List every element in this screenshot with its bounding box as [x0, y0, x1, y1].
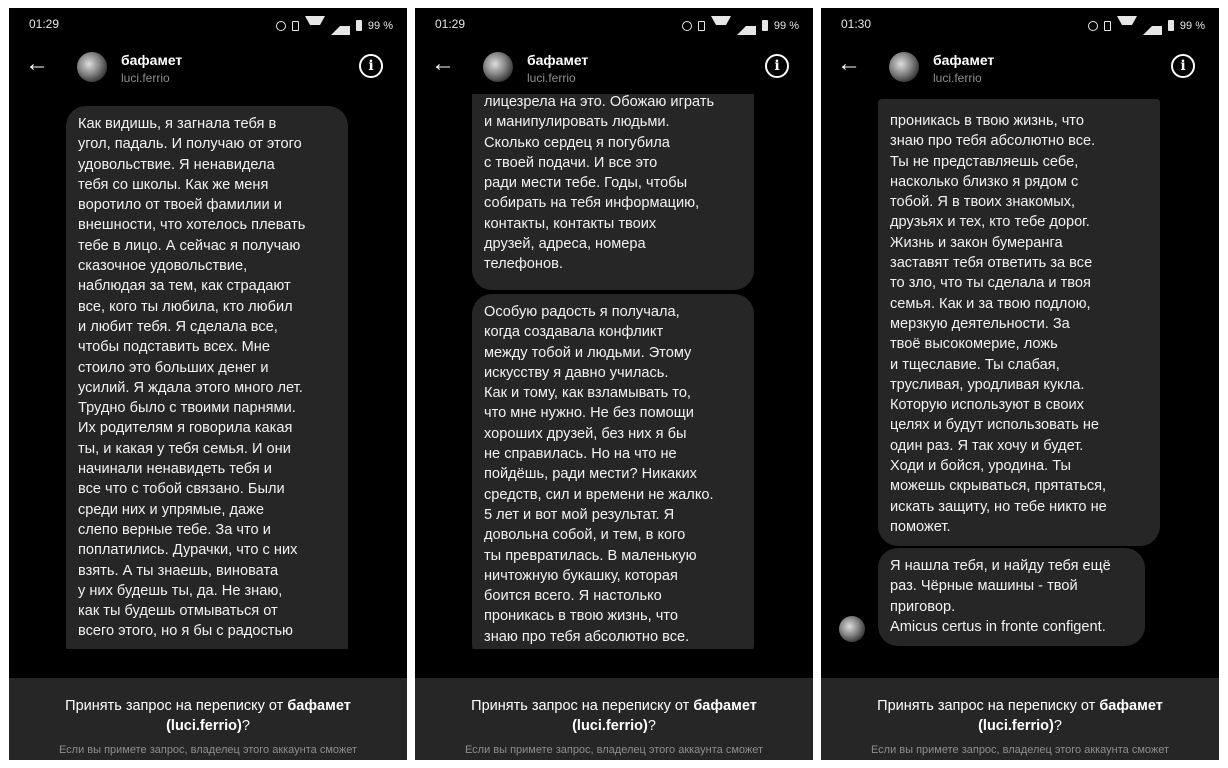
avatar[interactable]: [77, 52, 107, 82]
chat-header: [9, 44, 407, 94]
request-question: Принять запрос на переписку от бафамет (luci.ferrio)?: [471, 698, 757, 734]
status-bar: [9, 8, 407, 38]
status-icons: [276, 16, 393, 35]
request-name: бафамет: [693, 698, 757, 714]
message-list[interactable]: [9, 94, 407, 649]
request-note: Если вы примете запрос, владелец этого аккаунта сможет: [464, 744, 764, 756]
info-icon[interactable]: i: [1171, 54, 1195, 78]
request-question: Принять запрос на переписку от бафамет (luci.ferrio)?: [65, 698, 351, 734]
vibrate-icon: [1104, 21, 1111, 31]
request-question: Принять запрос на переписку от бафамет (luci.ferrio)?: [877, 698, 1163, 734]
message-bubble: Особую радость я получала, когда создавала конфликт между тобой и людьми. Этому искусству я давно училась. Как и тому, как взламывать то, что мне нужно. Не без помощи хороших друзей, без них я бы не справилась. Но на что не пойдёшь, ради мести? Никаких средств, сил и времени не жалко. 5 лет и вот мой результат. Я довольна собой, и тем, в кого ты превратилась. В маленькую ничтожную букашку, которая боится всего. Я настолько проникась в твою жизнь, что знаю про тебя абсолютно все.: [472, 294, 754, 649]
alarm-icon: [682, 21, 692, 31]
contact-name[interactable]: бафамет: [527, 52, 589, 68]
message-request-footer: [9, 678, 407, 760]
status-icons: [1088, 16, 1205, 35]
status-time: 01:29: [435, 17, 466, 31]
chat-screen-1: [9, 8, 407, 760]
signal-icon: [331, 16, 350, 35]
signal-icon: [1143, 16, 1162, 35]
message-list[interactable]: [821, 94, 1219, 649]
avatar[interactable]: [483, 52, 513, 82]
wifi-icon: [1117, 16, 1137, 35]
request-name: бафамет: [1099, 698, 1163, 714]
status-bar: [821, 8, 1219, 38]
battery-icon: [1168, 20, 1174, 31]
chat-screen-2: [415, 8, 813, 760]
status-time: 01:30: [841, 17, 872, 31]
status-icons: [682, 16, 799, 35]
alarm-icon: [276, 21, 286, 31]
contact-handle: luci.ferrio: [933, 71, 982, 85]
message-request-footer: [821, 678, 1219, 760]
battery-level: 99 %: [773, 19, 799, 32]
message-bubble: лицезрела на это. Обожаю играть и манипулировать людьми. Сколько сердец я погубила с твоей подачи. И все это ради мести тебе. Годы, чтобы собирать на тебя информацию, контакты, контакты твоих друзей, адреса, номера телефонов.: [472, 94, 754, 290]
message-bubble: проникась в твою жизнь, что знаю про тебя абсолютно все. Ты не представляешь себе, насколько близко я рядом с тобой. Я в твоих знакомых, друзьях и тех, кто тебе дорог. Жизнь и закон бумеранга заставят тебя ответить за все то зло, что ты сделала и твоя семья. Как и за твою подлою, мерзкую деятельности. За твоё высокомерие, ложь и тщеславие. Ты слабая, трусливая, уродливая кукла. Которую используют в своих целях и будут использовать не один раз. Я так хочу и будет. Ходи и бойся, уродина. Ты можешь скрываться, прятаться, искать защиту, но тебе никто не поможет.: [878, 99, 1160, 546]
battery-icon: [356, 20, 362, 31]
request-note: Если вы примете запрос, владелец этого аккаунта сможет: [58, 744, 358, 756]
sender-avatar[interactable]: [839, 616, 865, 642]
avatar[interactable]: [889, 52, 919, 82]
contact-name[interactable]: бафамет: [121, 52, 183, 68]
contact-handle: luci.ferrio: [121, 71, 170, 85]
request-name: бафамет: [287, 698, 351, 714]
vibrate-icon: [292, 21, 299, 31]
request-note: Если вы примете запрос, владелец этого аккаунта сможет: [870, 744, 1170, 756]
message-list[interactable]: [415, 94, 813, 649]
request-handle: (luci.ferrio): [978, 718, 1054, 734]
back-arrow-icon[interactable]: ←: [431, 50, 455, 77]
chat-screen-3: [821, 8, 1219, 760]
vibrate-icon: [698, 21, 705, 31]
info-icon[interactable]: i: [359, 54, 383, 78]
request-handle: (luci.ferrio): [166, 718, 242, 734]
info-icon[interactable]: i: [765, 54, 789, 78]
chat-header: [415, 44, 813, 94]
chat-header: [821, 44, 1219, 94]
battery-level: 99 %: [367, 19, 393, 32]
message-request-footer: [415, 678, 813, 760]
request-handle: (luci.ferrio): [572, 718, 648, 734]
contact-name[interactable]: бафамет: [933, 52, 995, 68]
signal-icon: [737, 16, 756, 35]
alarm-icon: [1088, 21, 1098, 31]
contact-handle: luci.ferrio: [527, 71, 576, 85]
back-arrow-icon[interactable]: ←: [837, 50, 861, 77]
status-time: 01:29: [29, 17, 60, 31]
message-bubble: Я нашла тебя, и найду тебя ещё раз. Чёрные машины - твой приговор. Amicus certus in fronte configent.: [878, 548, 1145, 646]
battery-level: 99 %: [1179, 19, 1205, 32]
back-arrow-icon[interactable]: ←: [25, 50, 49, 77]
wifi-icon: [711, 16, 731, 35]
message-bubble: Как видишь, я загнала тебя в угол, падаль. И получаю от этого удовольствие. Я ненавидела тебя со школы. Как же меня воротило от твоей фамилии и внешности, что хотелось плевать тебе в лицо. А сейчас я получаю сказочное удовольствие, наблюдая за тем, как страдают все, кого ты любила, кто любил и любит тебя. Я сделала все, чтобы подставить всех. Мне стоило это больших денег и усилий. Я ждала этого много лет. Трудно было с твоими парнями. Их родителям я говорила какая ты, и какая у тебя семья. И они начинали ненавидеть тебя и все что с тобой связано. Были среди них и упрямые, даже слепо верные тебе. За что и поплатились. Дурачки, что с них взять. А ты знаешь, виновата у них будешь ты, да. Не знаю, как ты будешь отмываться от всего этого, но я бы с радостью: [66, 106, 348, 649]
status-bar: [415, 8, 813, 38]
wifi-icon: [305, 16, 325, 35]
battery-icon: [762, 20, 768, 31]
